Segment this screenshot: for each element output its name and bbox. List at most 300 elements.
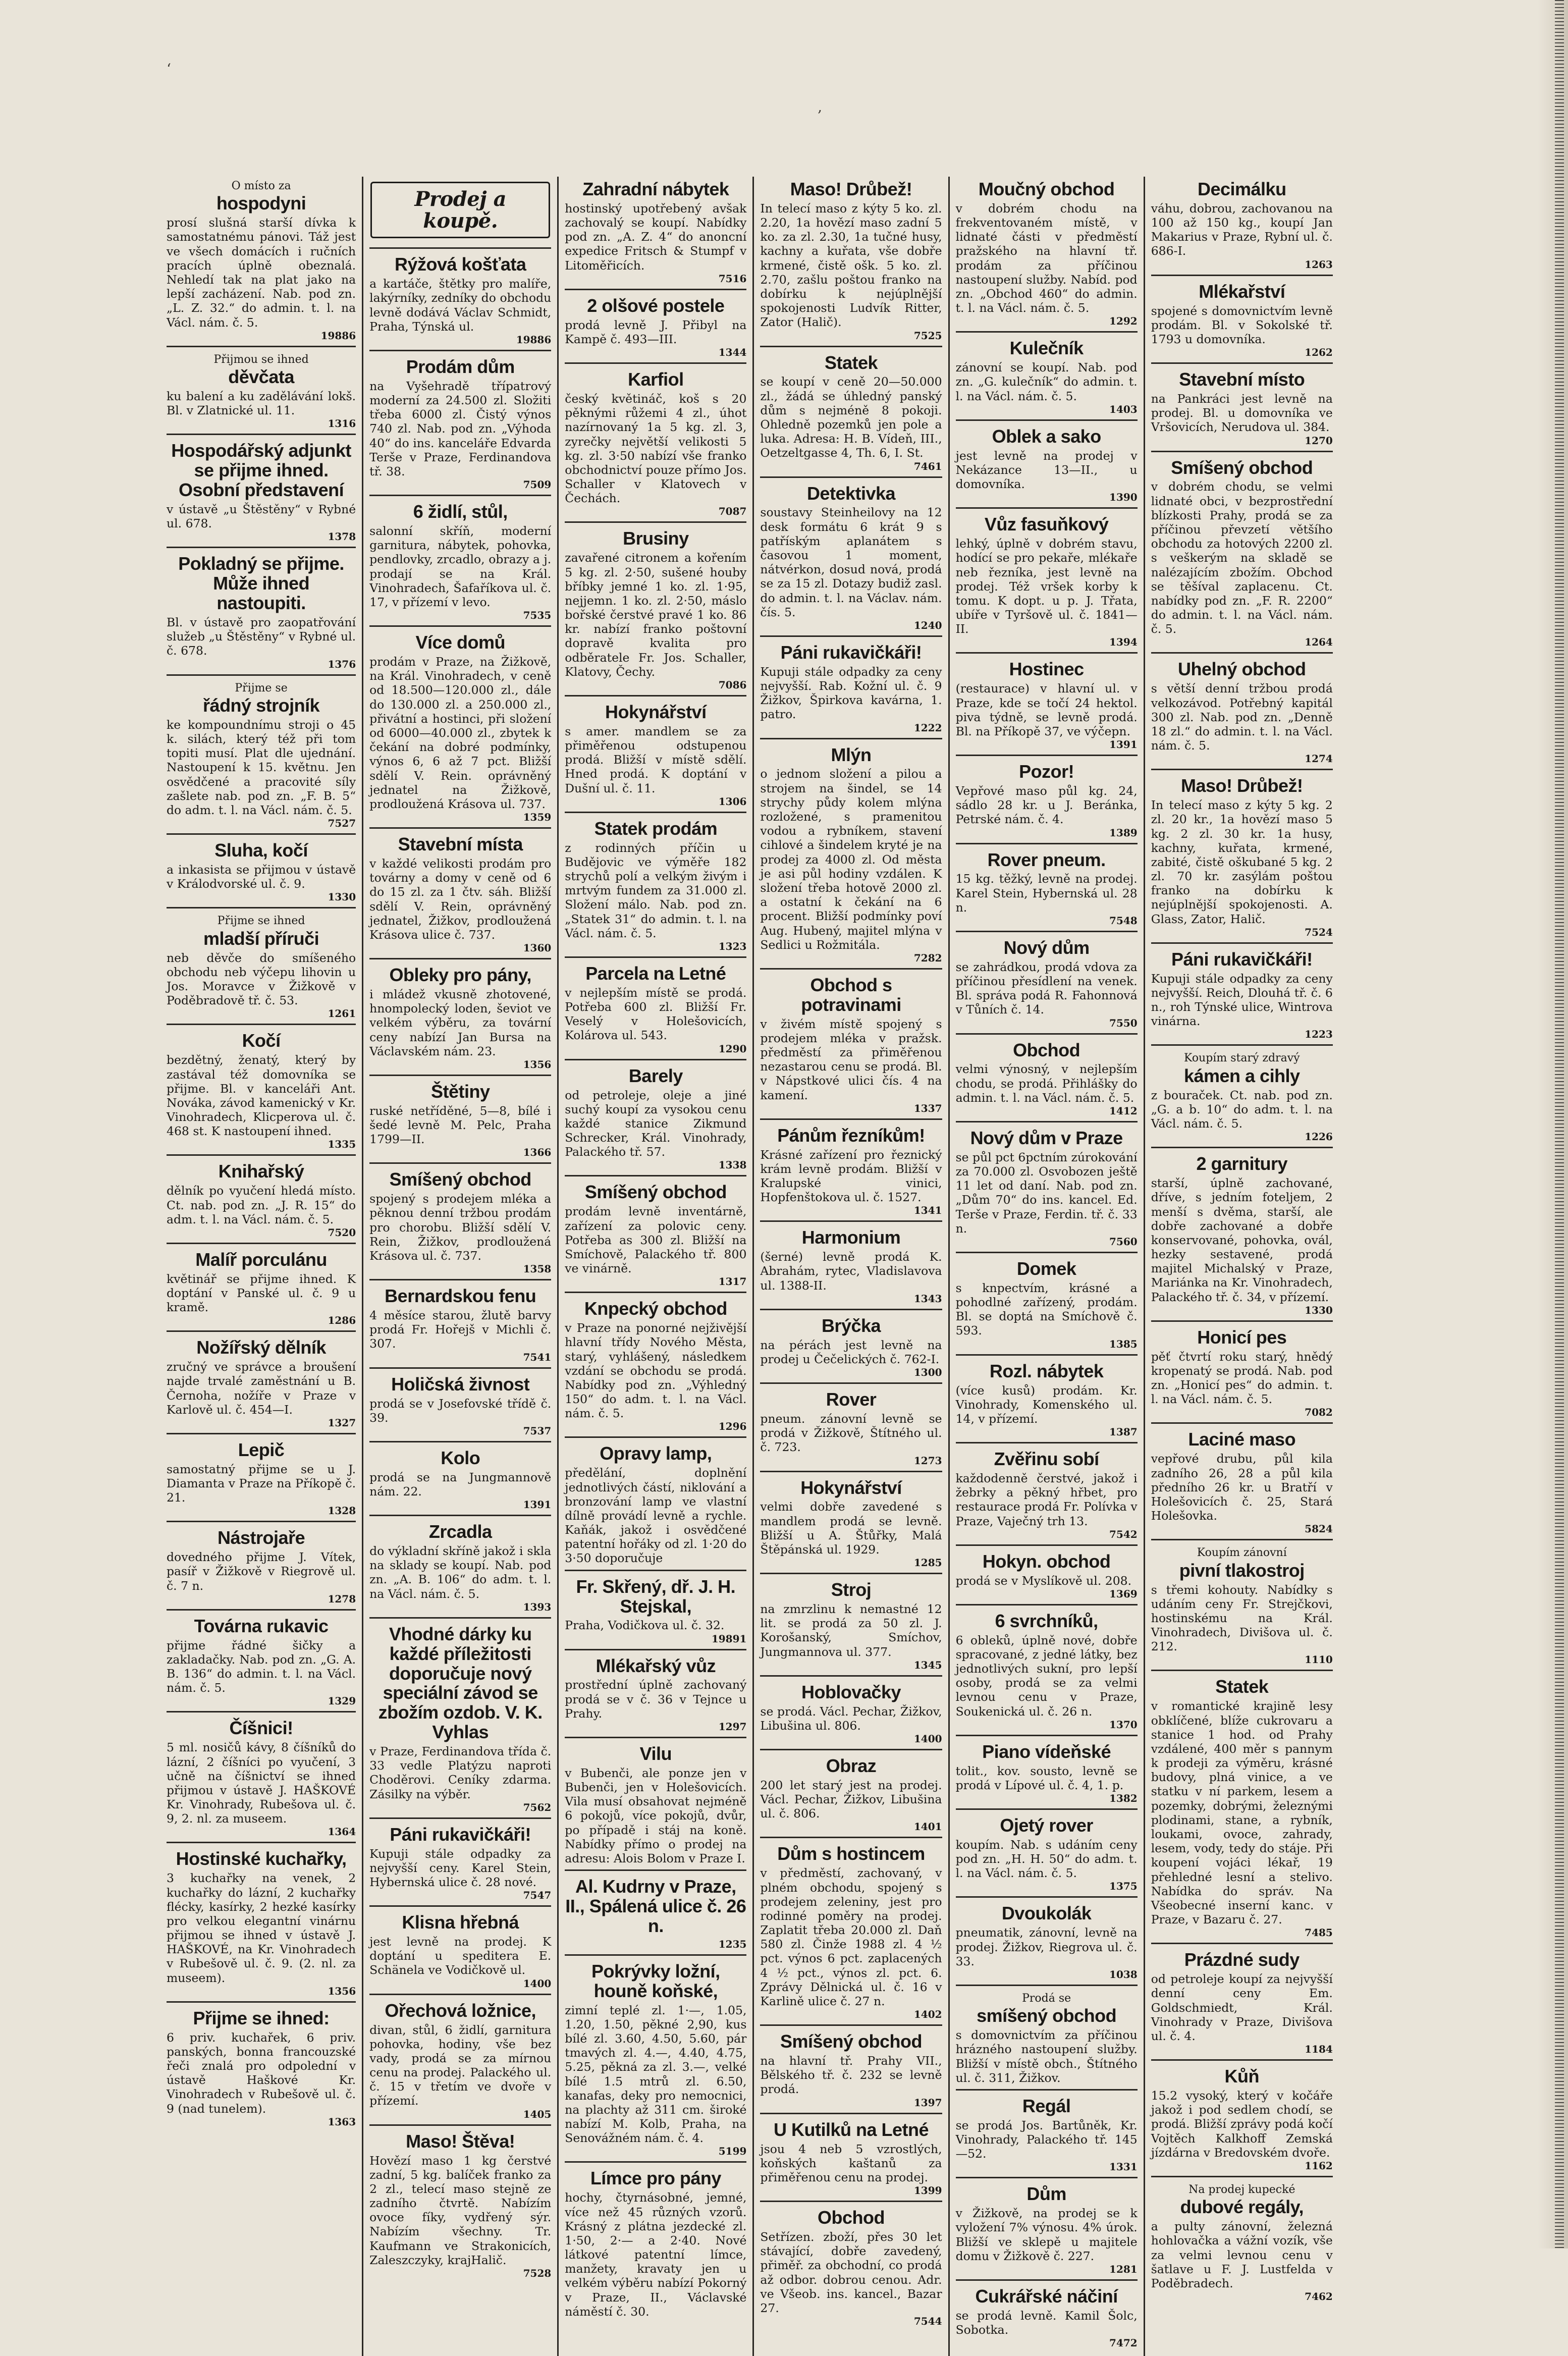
ad-headline: Statek prodám xyxy=(594,818,718,839)
ad-headline: Páni rukavičkáři! xyxy=(780,641,922,663)
ad-body: vepřové drubu, půl kila zadního 26, 28 a půl kila předního 26 kr. u Bratří v Holešovicích č. 25, Stará Holešovka. xyxy=(1151,1452,1333,1523)
ad-body: dovedného přijme J. Vítek, pasíř v Žižkově v Riegrově ul. č. 7 n. xyxy=(167,1550,356,1593)
ad-body: jest levně na prodej. K doptání u speditera E. Schänela ve Vodičkově ul. xyxy=(369,1935,552,1977)
ad-headline: mladší příruči xyxy=(203,928,319,949)
ad-body: v ústavě „u Štěstěny“ v Rybné ul. 678. xyxy=(167,502,356,531)
ad-code: 1405 xyxy=(523,2108,552,2120)
ad-code: 1292 xyxy=(1109,315,1138,328)
ad-code: 1397 xyxy=(913,2096,942,2109)
ad-headline: Hokynářství xyxy=(605,702,707,722)
ad-headline: Vhodné dárky ku každé příležitosti doporučuje nový speciální závod se zbožím ozdob. V. K. Vyhlas xyxy=(378,1623,543,1743)
ad-body: prodám levně inventárně, zařízení za polovic ceny. Potřeba as 300 zl. Bližší na Smíchově, Palackého tř. 800 ve vinárně. xyxy=(565,1204,747,1276)
ad-headline: Stavební místa xyxy=(398,834,523,855)
classified-ad xyxy=(565,1441,746,1571)
classified-ad xyxy=(369,1998,551,2126)
classified-ad xyxy=(1151,657,1333,770)
ad-body: v Žižkově, na prodej se k vyložení 7% výnosu. 4% úrok. Bližší ve sklepě u majitele domu v Žižkově č. 227. xyxy=(955,2206,1138,2263)
ad-headline: Statek xyxy=(824,352,878,373)
ad-headline: Hostinec xyxy=(1009,659,1084,680)
ad-code: 1344 xyxy=(718,346,747,359)
ad-body: prodá levně J. Přibyl na Kampě č. 493—III. xyxy=(565,317,747,346)
ad-code: 1389 xyxy=(1109,826,1138,839)
ad-body: na Vyšehradě třípatrový moderní za 24.500 zl. Složiti třeba 6000 zl. Čistý výnos 740 zl. Nab. pod zn. „Výhoda 40“ do ins. kanceláře Edvarda Terše v Praze, Ferdinandova tř. 38. xyxy=(369,379,552,478)
ad-code: 1376 xyxy=(328,658,356,670)
ad-headline: Knihařský xyxy=(218,1161,304,1182)
ad-headline: Dvoukolák xyxy=(1001,1903,1092,1924)
classified-ad xyxy=(1151,1151,1333,1322)
ad-headline: Obchod xyxy=(1013,1039,1080,1060)
ad-body: 200 let starý jest na prodej. Václ. Pechar, Žižkov, Libušina ul. č. 806. xyxy=(760,1778,942,1821)
ad-body: se prodá Jos. Bartůněk, Kr. Vinohrady, Palackého tř. 145—52. xyxy=(955,2118,1138,2161)
ad-body: spojené s domovnictvím levně prodám. Bl. v Sokolské tř. 1793 u domovníka. xyxy=(1151,303,1333,346)
ad-body: od petroleje koupí za nejvyšší denní ceny Em. Goldschmiedt, Král. Vinohrady v Praze, Divišova ul. č. 4. xyxy=(1151,1972,1333,2043)
ad-code: 1382 xyxy=(1109,1792,1138,1804)
ad-headline: Hokyn. obchod xyxy=(982,1550,1111,1572)
ad-headline: 6 svrchníků, xyxy=(995,1610,1098,1631)
ad-code: 1329 xyxy=(328,1695,356,1707)
classified-ad xyxy=(956,1609,1138,1736)
ad-code: 7542 xyxy=(1109,1528,1138,1540)
ad-code: 19886 xyxy=(320,329,356,342)
ad-headline: kámen a cihly xyxy=(1183,1065,1300,1086)
ad-headline: Nový dům v Praze xyxy=(970,1128,1123,1148)
ad-body: Krásné zařízení pro řeznický krám levně prodám. Bližší v Kralupské vinici, Hopfenštokova ul. č. 1527. xyxy=(760,1147,942,1205)
ad-body: z bouraček. Ct. nab. pod zn. „G. a b. 10“ do adm. t. l. na Václ. nám. č. 5. xyxy=(1151,1088,1333,1131)
ad-body: v předměstí, zachovaný, v plném obchodu, spojený s prodejem zeleniny, jest pro rodinné poměry na prodej. Zaplatit třeba 20.000 zl. Daň 580 zl. Činže 1988 zl. 4 ½ pct. výnos 6 pct. zaplacených 4 ½ pct., výnos zl. pct. 6. Zprávy Dělnická ul. č. 16 v Karlině ulice č. 27 n. xyxy=(760,1866,942,2008)
ad-body: velmi dobře zavedené s mandlem prodá se levně. Bližší u A. Štůřky, Malá Štěpánská ul. 1929. xyxy=(760,1500,942,1557)
classified-ad xyxy=(956,1447,1138,1546)
ad-body: pneumatik, zánovní, levně na prodej. Žižkov, Riegrova ul. č. 33. xyxy=(955,1925,1138,1968)
ad-code: 7527 xyxy=(328,817,356,830)
ad-body: a kartáče, štětky pro malíře, lakýrníky, zedníky do obchodu levně dodává Václav Schmidt, Praha, Týnská ul. xyxy=(369,277,552,334)
ad-body: pneum. zánovní levně se prodá v Žižkově, Štítného ul. č. 723. xyxy=(760,1411,942,1455)
ad-body: prodám v Praze, na Žižkově, na Král. Vinohradech, v ceně od 18.500—120.000 zl., dále do 130.000 zl. a 250.000 zl., přivátní a hostinci, při složení od 6000—40.000 zl., zbytek k čekání na dobré podmínky, výnos 6, 6 až 7 pct. Bližší sdělí V. Rein. oprávněný jednatel na Žižkově, prodloužená Krásova ul. 737. xyxy=(369,655,552,811)
ad-headline: Domek xyxy=(1016,1258,1076,1279)
classified-ad xyxy=(956,935,1138,1035)
classified-ad xyxy=(369,630,551,829)
ad-code: 7560 xyxy=(1109,1236,1138,1248)
ad-body: hochy, čtyrnásobné, jemné, více než 45 různých vzorů. Krásný z plátna jezdecké zl. 1·50, 2·— a 2·40. Nové látkové patentní límce, manžety, kravaty jen u velkém výběru nabízí Pokorný v Praze, II., Václavské náměstí č. 30. xyxy=(565,2190,747,2319)
classified-ad xyxy=(565,526,746,697)
ad-body: Praha, Vodičkova ul. č. 32. xyxy=(565,1618,725,1633)
section-heading-box xyxy=(369,177,551,249)
ad-body: o jednom složení a pilou a strojem na šindel, se 14 strychy půdy kolem mlýna rozložené, s pramenitou vodou a rybníkem, stavení cihlové a šindelem kryté je na prodej za 4000 zl. Od města je asi půl hodiny vzdálen. K složení třeba hotově 2000 zl. a ostatní k čekání na 6 procent. Bližší podmínky poví Aug. Hubený, majitel mlýna v Sedlici u Rožmitála. xyxy=(760,767,942,952)
ad-code: 1162 xyxy=(1305,2159,1333,2172)
ad-body: 3 kuchařky na venek, 2 kuchařky do lázní, 2 kuchařky flécky, kasírky, 2 hezké kasírky pro velkou elegantní vinárnu přijmou se ihned v ústavě J. HAŠKOVÉ, na Kr. Vinohradech v Rubešově ul. č. 9. (2. nl. za museem). xyxy=(167,1871,356,1985)
ad-code: 1184 xyxy=(1305,2043,1333,2056)
ad-code: 19886 xyxy=(516,334,552,346)
classified-ad xyxy=(760,742,942,970)
classified-ad xyxy=(760,973,942,1120)
ad-body: zánovní se koupí. Nab. pod zn. „G. kulečník“ do admin. t. l. na Václ. nám. č. 5. xyxy=(955,360,1138,403)
ad-headline: Vůz fasuňkový xyxy=(984,514,1109,535)
ad-headline: smíšený obchod xyxy=(977,2005,1117,2026)
classified-ad xyxy=(956,177,1138,333)
ad-headline: Zahradní nábytek xyxy=(582,179,729,199)
ad-body: s amer. mandlem se za přiměřenou odstupenou prodá. Bližší v místě sdělí. Hned prodá. K doptání v Dušní ul. č. 11. xyxy=(565,724,747,795)
classified-ad xyxy=(369,1283,551,1368)
ad-headline: Barely xyxy=(628,1065,683,1086)
classified-ad xyxy=(565,1180,746,1293)
ad-headline: Kůň xyxy=(1224,2066,1260,2087)
classified-ad xyxy=(167,1846,356,2002)
ad-headline: Zvěřinu sobí xyxy=(994,1449,1099,1470)
ad-code: 1385 xyxy=(1109,1337,1138,1350)
ad-headline: Oblek a sako xyxy=(992,425,1101,447)
ad-headline: 6 židlí, stůl, xyxy=(413,501,508,522)
classified-ad xyxy=(760,2117,942,2202)
ad-code: 1300 xyxy=(913,1366,942,1379)
column-2 xyxy=(362,177,557,2356)
classified-ad xyxy=(1151,2180,1333,2307)
classified-ad xyxy=(956,2094,1138,2178)
classified-ad xyxy=(167,1525,356,1610)
ad-headline: Sluha, kočí xyxy=(214,840,308,861)
ad-headline: Prázdné sudy xyxy=(1184,1949,1300,1970)
ad-code: 1364 xyxy=(328,1826,356,1838)
classified-ad xyxy=(956,759,1138,844)
ad-headline: Maso! Drůbež! xyxy=(790,179,912,199)
ad-headline: Detektivka xyxy=(806,483,896,504)
classified-ad xyxy=(369,1622,551,1819)
ad-code: 1317 xyxy=(718,1275,747,1288)
ad-code: 7509 xyxy=(523,478,552,491)
ad-code: 1400 xyxy=(913,1733,942,1745)
ad-body: divan, stůl, 6 židlí, garnitura pohovka, hodiny, vše bez vady, prodá se za mírnou cenu na prodej. Palackého ul. č. 15 v třetím ve dvoře v přízemí. xyxy=(369,2022,552,2108)
classified-ad xyxy=(956,1256,1138,1356)
classified-ad xyxy=(565,1063,746,1177)
ad-code: 1297 xyxy=(718,1721,747,1733)
classified-ad xyxy=(369,1445,551,1516)
ad-code: 1330 xyxy=(328,891,356,903)
column-1 xyxy=(167,177,362,2356)
classified-ad xyxy=(369,1822,551,1907)
ad-headline: Opravy lamp, xyxy=(600,1443,712,1464)
ad-code: 1378 xyxy=(328,530,356,543)
ad-headline: Obraz xyxy=(826,1755,877,1776)
ad-body: květinář se přijme ihned. K doptání v Panské ul. č. 9 u kramě. xyxy=(167,1271,356,1315)
classified-ad xyxy=(369,1519,551,1619)
ad-body: v romantické krajině lesy obklíčené, blíže cukrovaru a stanice 1 hod. od Prahy vzdálené, 400 měr s pannym k prodeji za výměru, krásné budovy, plná vinice, a ve statku v ní parkem, lesem a pozemky, dobrými, železnými plodinami, stane, a rybník, loukami, ovoce, zahrady, lesem, vody, tedy do stáje. Při koupení vojáci lékař, 19 přehledné lesní a stelivo. Nabídka do správ. Na Všeobecné inserní kanc. v Praze, v Bazaru č. 27. xyxy=(1151,1699,1333,1927)
ad-headline: Al. Kudrny v Praze, II., Spálená ulice č. 26 n. xyxy=(565,1876,746,1936)
classified-ad xyxy=(956,1901,1138,1986)
ad-headline: Regál xyxy=(1022,2095,1071,2116)
classified-ad xyxy=(565,1874,746,1956)
ad-body: 6 priv. kuchařek, 6 priv. panských, bonna francouzské řeči znalá pro odpolední v ústavě Haškové Kr. Vinohradech v Rubešově ul. č. 9 (nad tunelem). xyxy=(167,2030,356,2116)
ad-code: 1341 xyxy=(913,1204,942,1217)
ad-code: 1327 xyxy=(328,1416,356,1429)
ad-pretitle: Koupím zánovní xyxy=(1197,1546,1287,1560)
column-6 xyxy=(1144,177,1339,2356)
classified-ad xyxy=(369,2129,551,2283)
ad-headline: Pokrývky ložní, houně koňské, xyxy=(591,1960,720,2001)
ad-body: 6 obleků, úplně nové, dobře spracované, z jedné látky, bez jednotlivých sukní, pro lepší osoby, prodá se za velmi levnou cenu v Praze, Soukenická ul. č. 26 n. xyxy=(955,1633,1138,1719)
classified-ad xyxy=(565,2166,746,2323)
ad-body: Kupuji stále odpadky za ceny nejvyšší. Reich, Dlouhá tř. č. 6 n., roh Týnské ulice, Wintrova vinárna. xyxy=(1151,971,1333,1029)
classified-ad xyxy=(760,1475,942,1575)
classified-ad xyxy=(1151,1674,1333,1944)
classified-ad xyxy=(1151,1049,1333,1148)
classified-ad xyxy=(760,2205,942,2331)
ad-headline: Hostinské kuchařky, xyxy=(176,1848,347,1869)
ad-code: 1345 xyxy=(913,1658,942,1671)
ad-headline: Smíšený obchod xyxy=(389,1169,531,1190)
ad-code: 5199 xyxy=(718,2145,747,2158)
ad-body: na zmrzlinu k nemastné 12 lit. se prodá za 50 zl. J. Korošanský, Smíchov, Jungmannova ul. 377. xyxy=(760,1602,942,1659)
ad-body: salonní skříň, moderní garnitura, nábytek, pohovka, pendlovky, zrcadlo, obrazy a j. prodají se na Král. Vinohradech, Šafaříkova ul. č. 17, v přízemí v levo. xyxy=(369,524,552,609)
ad-code: 1370 xyxy=(1109,1718,1138,1731)
ad-pretitle: Přijmou se ihned xyxy=(213,353,309,366)
classified-ad xyxy=(760,1680,942,1750)
ad-body: ruské netříděné, 5—8, bílé i šedé levně M. Pelc, Praha 1799—II. xyxy=(369,1103,552,1147)
ad-code: 1358 xyxy=(523,1263,552,1275)
ad-headline: Vilu xyxy=(639,1743,672,1764)
classified-ad xyxy=(1151,1325,1333,1424)
ad-code: 7544 xyxy=(913,2315,942,2328)
ad-code: 7086 xyxy=(718,679,747,691)
ad-headline: Mlékařství xyxy=(1199,281,1285,302)
ad-code: 1375 xyxy=(1109,1880,1138,1893)
ad-code: 1296 xyxy=(718,1420,747,1433)
classified-ad xyxy=(1151,279,1333,364)
classified-ad xyxy=(1151,947,1333,1046)
ad-code: 7528 xyxy=(523,2267,552,2279)
classified-ad xyxy=(167,1614,356,1713)
ad-headline: Rozl. nábytek xyxy=(989,1360,1104,1381)
classified-ad xyxy=(1151,177,1333,276)
classified-ad xyxy=(369,499,551,627)
ad-body: prosí slušná starší dívka k samostatnému pánovi. Táž jest ve všech domácích i ručních pracích úplně obeznalá. Nehledí tak na plat jako na lepší zacházení. Nab. pod zn. „L. Z. 32.“ do admin. t. l. na Václ. nám. č. 5. xyxy=(167,216,356,330)
ad-code: 1359 xyxy=(523,811,552,824)
ad-body: v živém místě spojený s prodejem mléka v pražsk. předměstí za přiměřenou nezastarou cenu se prodá. Bl. v Nápstkové ulici čís. 4 na kamení. xyxy=(760,1016,942,1102)
classified-ad xyxy=(760,481,942,637)
classified-ad xyxy=(369,252,551,351)
classified-ad xyxy=(167,912,356,1025)
classified-ad xyxy=(760,1123,942,1222)
ad-code: 1343 xyxy=(913,1292,942,1305)
ad-body: zručný ve správce a broušení najde trvalé zaměstnání u B. Černoha, nožíře v Praze v Karlově ul. č. 454—I. xyxy=(167,1360,356,1417)
ad-body: velmi výnosný, v nejlepším chodu, se prodá. Přihlášky do admin. t. l. na Václ. nám. č. 5. xyxy=(955,1062,1138,1105)
ad-code: 7082 xyxy=(1305,1406,1333,1419)
ad-body: váhu, dobrou, zachovanou na 100 až 150 kg., koupí Jan Makarius v Praze, Rybní ul. č. 686-I. xyxy=(1151,201,1333,258)
classified-ad xyxy=(1151,455,1333,654)
ad-code: 7562 xyxy=(523,1801,552,1813)
ad-body: 15.2 vysoký, který v kočáře jakož i pod sedlem chodí, se prodá. Bližší zprávy podá kočí Vojtěch Kalkhoff Zemská jízdárna v Bredovském dvoře. xyxy=(1151,2089,1333,2160)
ad-body: se půl pct 6pctním zúrokování za 70.000 zl. Osvobozen ještě 11 let od daní. Nab. pod zn. „Dům 70“ do ins. kancel. Ed. Terše v Praze, Ferdin. tř. č. 33 n. xyxy=(955,1150,1138,1236)
ad-code: 1223 xyxy=(1305,1028,1333,1041)
ad-body: přijme řádné šičky a zakladačky. Nab. pod zn. „G. A. B. 136“ do admin. t. l. na Václ. nám. č. 5. xyxy=(167,1638,356,1695)
ad-code: 1330 xyxy=(1305,1304,1333,1316)
ad-headline: Knpecký obchod xyxy=(584,1298,727,1319)
ad-headline: Pánům řezníkům! xyxy=(777,1125,925,1146)
ad-code: 1390 xyxy=(1109,491,1138,504)
ad-code: 1400 xyxy=(523,1977,552,1990)
ad-code: 1226 xyxy=(1305,1131,1333,1143)
ad-headline: Číšnici! xyxy=(229,1718,293,1739)
ad-headline: Přijme se ihned: xyxy=(193,2007,330,2028)
ad-headline: Laciné maso xyxy=(1188,1429,1296,1450)
ad-body: s domovnictvím za příčinou hrázného nastoupení služby. Bližší v místě obch., Štítného ul. č. 311, Žižkov. xyxy=(955,2028,1138,2085)
ad-code: 1335 xyxy=(328,1138,356,1151)
ad-code: 1262 xyxy=(1305,346,1333,359)
ad-body: prodá se v Josefovské třídě č. 39. xyxy=(369,1396,552,1425)
section-title: Prodej a koupě. xyxy=(370,182,550,238)
ad-body: In telecí maso z kýty 5 ko. zl. 2.20, 1a hovězí maso zadní 5 ko. za zl. 2.30, 1a tučné husy, kachny a kuřata, vše dobře krmené, čistě ošk. 5 ko. zl. 2.70, zašlu poštou franko na dobírku k nejúplnější spokojenosti Ludvík Ritter, Zator (Halič). xyxy=(760,201,942,330)
ad-headline: Kočí xyxy=(242,1030,281,1051)
ad-code: 1222 xyxy=(913,721,942,734)
classified-ad xyxy=(369,832,551,959)
ad-body: In telecí maso z kýty 5 kg. 2 zl. 20 kr., 1a hovězí maso 5 kg. 2 zl. 30 kr. 1a husy, kachny, kuřata, krmené, zabité, čistě oškubané 5 kg. 2 zl. 70 kr. zasýlám poštou franko na dobírku k nejúplnější spokojenosti. A. Glass, Zator, Halič. xyxy=(1151,798,1333,926)
ad-body: se zahrádkou, prodá vdova za příčinou přesídlení na venek. Bl. správa podá R. Fahonnová v Tůních č. 14. xyxy=(955,959,1138,1017)
ad-code: 1278 xyxy=(328,1592,356,1605)
ad-headline: Moučný obchod xyxy=(978,179,1115,199)
classified-columns xyxy=(167,177,1534,2349)
classified-ad xyxy=(956,1739,1138,1810)
ad-body: v nejlepším místě se prodá. Potřeba 600 zl. Bližší Fr. Veselý v Holešovicích, Kolárova ul. 543. xyxy=(565,985,747,1043)
ad-code: 7472 xyxy=(1109,2337,1138,2349)
ad-headline: Smíšený obchod xyxy=(584,1182,727,1203)
classified-ad xyxy=(369,1167,551,1280)
classified-ad xyxy=(167,1159,356,1244)
ad-body: 4 měsíce starou, žlutě barvy prodá Fr. Hořejš v Michli č. 307. xyxy=(369,1308,552,1351)
classified-ad xyxy=(1151,2064,1333,2177)
classified-ad xyxy=(956,2181,1138,2281)
ad-body: ke kompoundnímu stroji o 45 k. silách, který též při tom topiti musí. Plat dle ujednání. Nastoupení k 15. květnu. Jen osvědčené a pracovité síly zašlete nab. pod zn. „F. B. 5“ do adm. t. l. na Václ. nám. č. 5. xyxy=(167,717,356,817)
classified-ad xyxy=(565,961,746,1060)
classified-ad xyxy=(956,1038,1138,1122)
classified-ad xyxy=(1151,773,1333,944)
ad-code: 1412 xyxy=(1109,1105,1138,1117)
ad-pretitle: O místo za xyxy=(231,180,291,192)
ad-body: Kupuji stále odpadky za nejvyšší ceny. Karel Stein, Hybernská ulice č. 28 nové. xyxy=(369,1846,552,1889)
classified-ad xyxy=(956,2284,1138,2353)
classified-ad xyxy=(760,1225,942,1310)
ad-headline: Harmonium xyxy=(801,1227,901,1248)
classified-ad xyxy=(1151,1947,1333,2061)
ad-body: tolit., kov. sousto, levně se prodá v Lípové ul. č. 4, 1. p. xyxy=(955,1763,1138,1792)
ad-code: 1264 xyxy=(1305,636,1333,649)
classified-ad xyxy=(565,816,746,958)
ad-headline: Hospodářský adjunkt se přijme ihned. Osobní představení xyxy=(171,440,351,501)
classified-ad xyxy=(167,838,356,908)
ad-headline: Nástrojaře xyxy=(218,1527,305,1548)
ad-body: na pérách jest levně na prodej u Čečelických č. 762-I. xyxy=(760,1337,942,1366)
ad-headline: Parcela na Letné xyxy=(585,963,726,984)
column-3 xyxy=(557,177,752,2356)
ad-pretitle: Prodá se xyxy=(1022,1992,1071,2005)
classified-ad xyxy=(956,1126,1138,1253)
ad-body: soustavy Steinheilovy na 12 desk formátu 6 krát 9 s patříským aplanátem s časovou 1 moment, nátvérkon, dosud nová, prodá se za 15 zl. Dotazy budiž zasl. do admin. t. l. na Václav. nám. čís. 5. xyxy=(760,505,942,619)
ad-code: 7547 xyxy=(523,1889,552,1902)
ad-body: na Pankráci jest levně na prodej. Bl. u domovníka ve Vršovicích, Nerudova ul. 384. xyxy=(1151,391,1333,435)
ad-headline: Lepič xyxy=(238,1439,285,1460)
ad-code: 1356 xyxy=(328,1985,356,1997)
ad-headline: Piano vídeňské xyxy=(982,1741,1111,1762)
ad-headline: Ořechová ložnice, xyxy=(385,2000,536,2021)
classified-ad xyxy=(167,2006,356,2132)
ad-headline: Hoblovačky xyxy=(801,1681,901,1702)
ad-body: v Praze, Ferdinandova třída č. 33 vedle Platýzu naproti Choděrovi. Ceníky zdarma. Zásilky na výběr. xyxy=(369,1744,552,1801)
classified-ad xyxy=(956,424,1138,509)
classified-ad xyxy=(565,1959,746,2163)
ad-code: 7524 xyxy=(1305,926,1333,938)
ad-headline: Mlékařský vůz xyxy=(596,1655,716,1676)
ad-code: 19891 xyxy=(711,1632,747,1645)
ad-headline: Malíř porculánu xyxy=(195,1249,327,1270)
ad-code: 1290 xyxy=(718,1042,747,1055)
ad-headline: Páni rukavičkáři! xyxy=(390,1824,531,1845)
classified-ad xyxy=(760,1387,942,1472)
ad-headline: Karfiol xyxy=(628,369,684,390)
classified-ad xyxy=(760,1577,942,1677)
ad-body: neb děvče do smíšeného obchodu neb výčepu lihovin u Jos. Moravce v Žižkově v Poděbradově tř. č. 53. xyxy=(167,950,356,1008)
ad-headline: Nový dům xyxy=(1003,937,1090,958)
ad-headline: Nožířský dělník xyxy=(196,1337,326,1358)
classified-ad xyxy=(956,847,1138,932)
classified-ad xyxy=(1151,1427,1333,1540)
classified-ad xyxy=(760,2029,942,2114)
ad-headline: Honicí pes xyxy=(1197,1326,1287,1348)
ad-body: (šerné) levně prodá K. Abrahám, rytec, Vladislavova ul. 1388-II. xyxy=(760,1250,942,1293)
ad-body: (více kusů) prodám. Kr. Vinohrady, Komenského ul. 14, v přízemí. xyxy=(955,1383,1138,1426)
ad-body: jest levně na prodej v Nekázance 13—II., u domovníka. xyxy=(955,448,1138,492)
classified-ad xyxy=(956,657,1138,756)
classified-ad xyxy=(167,177,356,347)
classified-ad xyxy=(1151,367,1333,452)
classified-ad xyxy=(167,350,356,436)
ad-body: bezdětný, ženatý, který by zastával též domovníka se přijme. Bl. v kanceláři Ant. Nováka, závod kamenický v Kr. Vinohradech, Klicperova ul. č. 468 st. K nastoupení ihned. xyxy=(167,1053,356,1139)
ad-code: 7535 xyxy=(523,609,552,622)
ad-code: 7516 xyxy=(718,272,747,285)
classified-ad xyxy=(369,1079,551,1164)
ad-headline: Kulečník xyxy=(1009,338,1084,359)
classified-ad xyxy=(167,1437,356,1522)
ad-headline: Bernardskou fenu xyxy=(385,1286,536,1307)
ad-body: zavařené citronem a kořením 5 kg. zl. 2·50, sušené houby bříbky jemné 1 ko. zl. 1·95, nejjemn. 1 ko. zl. 2·50, máslo bořské čerstvé pravé 1 ko. 86 kr. nabízí franko poštovní dopravě kvalita pro odběratele Fr. Jos. Schaller, Klatovy, Čechy. xyxy=(565,551,747,679)
ad-body: prodá se na Jungmannově nám. 22. xyxy=(369,1470,552,1498)
ad-body: koupím. Nab. s udáním ceny pod zn. „H. H. 50“ do adm. t. l. na Václ. nám. č. 5. xyxy=(955,1837,1138,1881)
ad-code: 1261 xyxy=(328,1007,356,1020)
classified-ad xyxy=(369,354,551,496)
classified-ad xyxy=(167,438,356,548)
ad-code: 5824 xyxy=(1305,1523,1333,1535)
ad-code: 1401 xyxy=(913,1820,942,1833)
ad-headline: Smíšený obchod xyxy=(780,2031,923,2052)
ad-body: v Bubenči, ale ponze jen v Bubenči, jen v Holešovicích. Vila musí obsahovat nejméně 6 pokojů, více pokojů, dvůr, po případě i stáj na koně. Nabídky přímo o prodej na adresu: Alois Bolom v Praze I. xyxy=(565,1765,747,1865)
ad-body: Setřízen. zboží, přes 30 let stávající, dobře zavedený, přiměř. za obchodní, co prodá až odbor. dobrou cenou. Adr. ve Všeob. ins. kancel., Bazar 27. xyxy=(760,2229,942,2315)
ad-headline: Kolo xyxy=(441,1447,480,1468)
classified-ad xyxy=(956,512,1138,654)
classified-ad xyxy=(760,350,942,478)
ad-headline: Brýčka xyxy=(821,1315,881,1336)
ad-headline: Decimálku xyxy=(1197,179,1286,199)
page-edge xyxy=(1538,0,1568,2248)
ad-headline: Ojetý rover xyxy=(1000,1815,1093,1836)
ad-body: do výkladní skříně jakož i skla na sklady se koupí. Nab. pod zn. „A. B. 106“ do adm. t. l. na Václ. nám. č. 5. xyxy=(369,1544,552,1601)
ad-body: starší, úplně zachované, dříve, s jedním foteljem, 2 menší s dvěma, starší, ale dobře zachované a dobře konservované, pohovka, ovál, hezky sestavené, prodá majitel Michalský v Praze, Mariánka na Kr. Vinohradech, Palackého tř. č. 34, v přízemí. xyxy=(1151,1176,1333,1304)
classified-ad xyxy=(167,679,356,835)
ad-body: s větší denní tržbou prodá velkozávod. Potřebný kapitál 300 zl. Nab. pod zn. „Denně 18 zl.“ do admin. t. l. na Václ. nám. č. 5. xyxy=(1151,681,1333,753)
classified-ad xyxy=(369,1910,551,1995)
classified-ad xyxy=(167,1247,356,1332)
column-5 xyxy=(948,177,1144,2356)
classified-ad xyxy=(167,1716,356,1843)
ad-body: jsou 4 neb 5 vzrostlých, koňských kaštanů za přiměřenou cenu na prodej. xyxy=(760,2141,942,2184)
ad-headline: Dům s hostincem xyxy=(777,1843,925,1864)
ad-code: 1235 xyxy=(718,1938,747,1950)
ad-body: Bl. v ústavě pro zaopatřování služeb „u Štěstěny“ v Rybné ul. č. 678. xyxy=(167,615,356,658)
ad-body: prostřední úplně zachovaný prodá se v č. 36 v Tejnce u Prahy. xyxy=(565,1678,747,1721)
